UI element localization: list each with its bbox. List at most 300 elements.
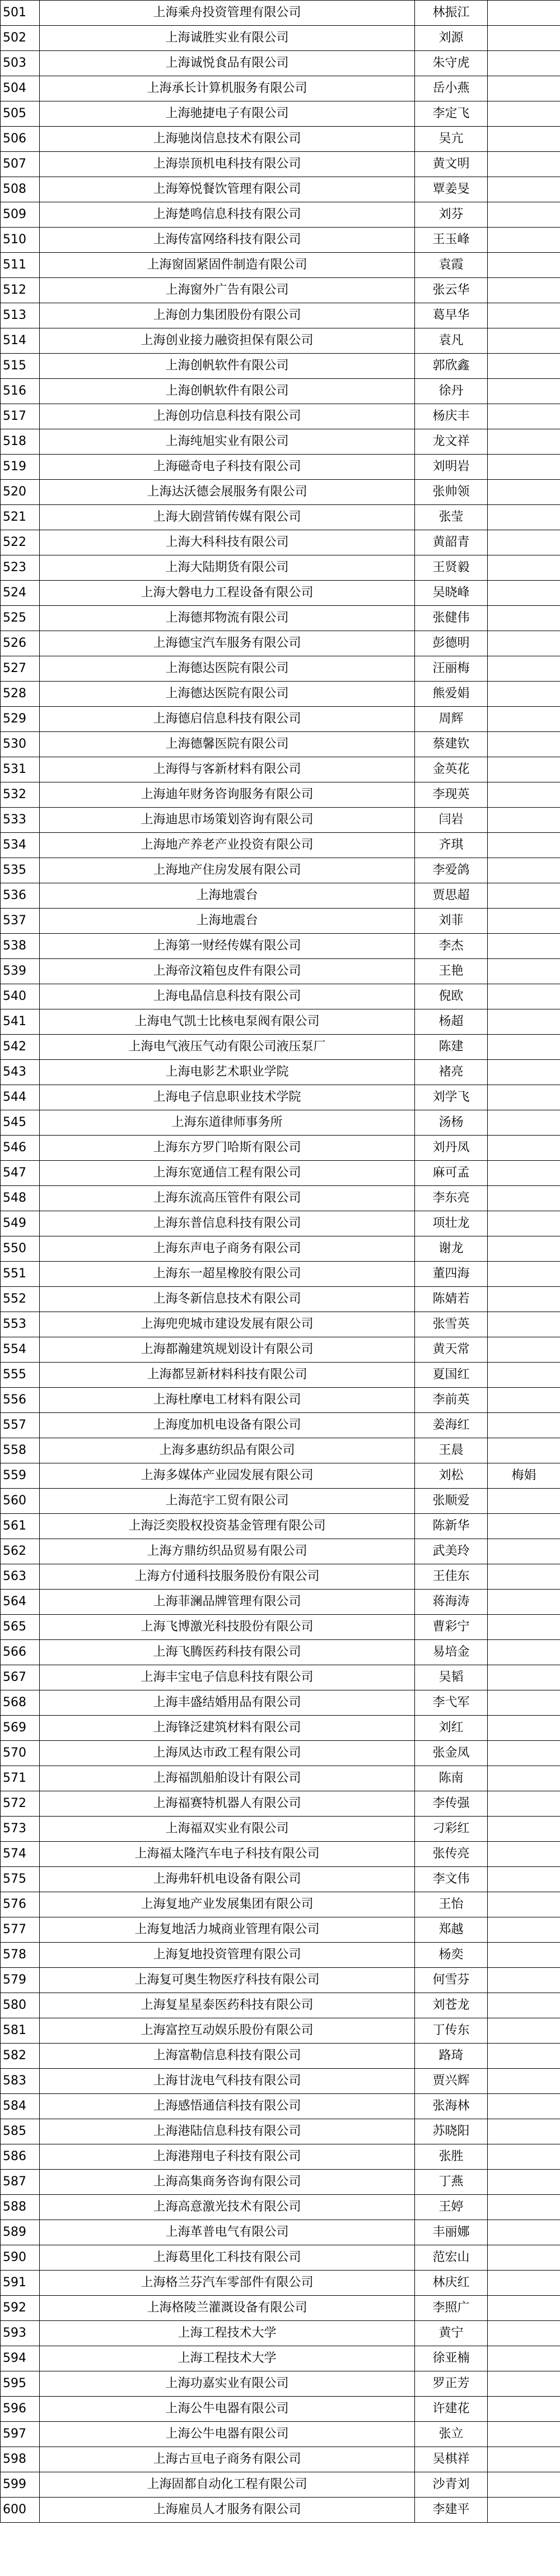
contact-name-cell: 王晨	[415, 1438, 488, 1463]
table-row	[1, 1211, 560, 1236]
company-name-cell: 上海公牛电器有限公司	[40, 2422, 415, 2447]
row-number-cell: 524	[1, 581, 40, 606]
extra-name-cell	[488, 1413, 560, 1438]
row-number-cell: 553	[1, 1312, 40, 1337]
row-number-cell: 527	[1, 656, 40, 682]
row-number-cell: 571	[1, 1766, 40, 1791]
row-number-cell: 572	[1, 1791, 40, 1817]
table-row	[1, 303, 560, 328]
row-number-cell: 591	[1, 2271, 40, 2296]
row-number-cell: 555	[1, 1363, 40, 1388]
company-name-cell: 上海磁奇电子科技有限公司	[40, 455, 415, 480]
contact-name-cell: 郑越	[415, 1917, 488, 1943]
table-row	[1, 1363, 560, 1388]
company-name-cell: 上海福赛特机器人有限公司	[40, 1791, 415, 1817]
table-row	[1, 1035, 560, 1060]
extra-name-cell	[488, 656, 560, 682]
extra-name-cell	[488, 858, 560, 883]
contact-name-cell: 张金凤	[415, 1741, 488, 1766]
contact-name-cell: 覃姜旻	[415, 177, 488, 202]
company-name-cell: 上海德宝汽车服务有限公司	[40, 631, 415, 656]
table-row	[1, 682, 560, 707]
row-number-cell: 533	[1, 808, 40, 833]
contact-name-cell: 金英花	[415, 757, 488, 782]
table-row	[1, 1741, 560, 1766]
contact-name-cell: 许建花	[415, 2397, 488, 2422]
contact-name-cell: 张雪英	[415, 1312, 488, 1337]
table-row	[1, 1539, 560, 1564]
row-number-cell: 556	[1, 1388, 40, 1413]
extra-name-cell	[488, 1791, 560, 1817]
table-row	[1, 909, 560, 934]
row-number-cell: 521	[1, 505, 40, 530]
company-name-cell: 上海高意激光技术有限公司	[40, 2195, 415, 2220]
row-number-cell: 535	[1, 858, 40, 883]
extra-name-cell	[488, 202, 560, 228]
extra-name-cell	[488, 606, 560, 631]
table-row	[1, 177, 560, 202]
row-number-cell: 539	[1, 959, 40, 984]
contact-name-cell: 徐丹	[415, 379, 488, 404]
row-number-cell: 590	[1, 2245, 40, 2271]
extra-name-cell	[488, 1842, 560, 1867]
table-row	[1, 1917, 560, 1943]
company-name-cell: 上海工程技术大学	[40, 2321, 415, 2346]
company-name-cell: 上海承长计算机服务有限公司	[40, 76, 415, 101]
table-row	[1, 1312, 560, 1337]
row-number-cell: 570	[1, 1741, 40, 1766]
extra-name-cell	[488, 1161, 560, 1186]
contact-name-cell: 刘菲	[415, 909, 488, 934]
row-number-cell: 513	[1, 303, 40, 328]
extra-name-cell	[488, 1690, 560, 1716]
table-row	[1, 2447, 560, 2472]
extra-name-cell	[488, 2271, 560, 2296]
row-number-cell: 523	[1, 555, 40, 581]
extra-name-cell	[488, 2018, 560, 2044]
contact-name-cell: 夏国红	[415, 1363, 488, 1388]
extra-name-cell	[488, 26, 560, 51]
table-row	[1, 152, 560, 177]
company-name-cell: 上海驰岗信息技术有限公司	[40, 127, 415, 152]
table-row	[1, 455, 560, 480]
company-name-cell: 上海迪思市场策划咨询有限公司	[40, 808, 415, 833]
extra-name-cell	[488, 1968, 560, 1993]
company-name-cell: 上海富控互动娱乐股份有限公司	[40, 2018, 415, 2044]
company-name-cell: 上海创帆软件有限公司	[40, 354, 415, 379]
contact-name-cell: 褚亮	[415, 1060, 488, 1085]
table-row	[1, 202, 560, 228]
contact-name-cell: 王佳东	[415, 1564, 488, 1590]
row-number-cell: 503	[1, 51, 40, 76]
extra-name-cell	[488, 2195, 560, 2220]
company-name-cell: 上海复地投资管理有限公司	[40, 1943, 415, 1968]
table-row	[1, 2371, 560, 2397]
row-number-cell: 574	[1, 1842, 40, 1867]
extra-name-cell	[488, 1993, 560, 2018]
table-row	[1, 934, 560, 959]
company-name-cell: 上海弗轩机电设备有限公司	[40, 1867, 415, 1892]
company-name-cell: 上海度加机电设备有限公司	[40, 1413, 415, 1438]
company-name-cell: 上海葛里化工科技有限公司	[40, 2245, 415, 2271]
table-row	[1, 959, 560, 984]
contact-name-cell: 蔡建钦	[415, 732, 488, 757]
table-row	[1, 1817, 560, 1842]
contact-name-cell: 陈新华	[415, 1514, 488, 1539]
contact-name-cell: 麻可孟	[415, 1161, 488, 1186]
row-number-cell: 505	[1, 101, 40, 127]
contact-name-cell: 王玉峰	[415, 228, 488, 253]
contact-name-cell: 王贤毅	[415, 555, 488, 581]
row-number-cell: 595	[1, 2371, 40, 2397]
company-name-cell: 上海地震台	[40, 909, 415, 934]
company-name-cell: 上海窗固紧固件制造有限公司	[40, 253, 415, 278]
table-row	[1, 984, 560, 1009]
contact-name-cell: 李文伟	[415, 1867, 488, 1892]
company-name-cell: 上海诚胜实业有限公司	[40, 26, 415, 51]
row-number-cell: 526	[1, 631, 40, 656]
table-row	[1, 1867, 560, 1892]
extra-name-cell	[488, 1766, 560, 1791]
company-name-cell: 上海富勒信息科技有限公司	[40, 2044, 415, 2069]
company-name-cell: 上海格陵兰灌溉设备有限公司	[40, 2296, 415, 2321]
row-number-cell: 589	[1, 2220, 40, 2245]
extra-name-cell	[488, 2094, 560, 2119]
extra-name-cell	[488, 1236, 560, 1262]
company-name-cell: 上海德达医院有限公司	[40, 656, 415, 682]
row-number-cell: 540	[1, 984, 40, 1009]
extra-name-cell	[488, 757, 560, 782]
extra-name-cell	[488, 2371, 560, 2397]
row-number-cell: 542	[1, 1035, 40, 1060]
row-number-cell: 511	[1, 253, 40, 278]
company-name-cell: 上海锋泛建筑材料有限公司	[40, 1716, 415, 1741]
row-number-cell: 582	[1, 2044, 40, 2069]
company-name-cell: 上海飞博激光科技股份有限公司	[40, 1615, 415, 1640]
table-row	[1, 2271, 560, 2296]
table-row	[1, 656, 560, 682]
table-row	[1, 1892, 560, 1917]
contact-name-cell: 丁传东	[415, 2018, 488, 2044]
company-name-cell: 上海福双实业有限公司	[40, 1817, 415, 1842]
table-row	[1, 2296, 560, 2321]
company-name-cell: 上海大陆期货有限公司	[40, 555, 415, 581]
extra-name-cell	[488, 1917, 560, 1943]
extra-name-cell	[488, 682, 560, 707]
contact-name-cell: 林庆红	[415, 2271, 488, 2296]
contact-name-cell: 徐亚楠	[415, 2346, 488, 2371]
company-name-cell: 上海东宽通信工程有限公司	[40, 1161, 415, 1186]
company-name-cell: 上海福太隆汽车电子科技有限公司	[40, 1842, 415, 1867]
table-row	[1, 1413, 560, 1438]
extra-name-cell	[488, 101, 560, 127]
company-name-cell: 上海固都自动化工程有限公司	[40, 2472, 415, 2498]
extra-name-cell	[488, 530, 560, 555]
company-name-cell: 上海窗外广告有限公司	[40, 278, 415, 303]
contact-name-cell: 张帅领	[415, 480, 488, 505]
row-number-cell: 502	[1, 26, 40, 51]
extra-name-cell	[488, 2346, 560, 2371]
company-name-cell: 上海多惠纺织品有限公司	[40, 1438, 415, 1463]
company-name-cell: 上海传富网络科技有限公司	[40, 228, 415, 253]
table-row	[1, 631, 560, 656]
table-row	[1, 1590, 560, 1615]
extra-name-cell	[488, 2447, 560, 2472]
row-number-cell: 519	[1, 455, 40, 480]
company-name-cell: 上海福凯船舶设计有限公司	[40, 1766, 415, 1791]
row-number-cell: 512	[1, 278, 40, 303]
contact-name-cell: 张云华	[415, 278, 488, 303]
company-name-cell: 上海凤达市政工程有限公司	[40, 1741, 415, 1766]
company-name-cell: 上海德启信息科技有限公司	[40, 707, 415, 732]
company-name-cell: 上海古亘电子商务有限公司	[40, 2447, 415, 2472]
contact-name-cell: 张顺爱	[415, 1489, 488, 1514]
extra-name-cell	[488, 707, 560, 732]
table-row	[1, 1161, 560, 1186]
company-name-cell: 上海筹悦餐饮管理有限公司	[40, 177, 415, 202]
company-name-cell: 上海地震台	[40, 883, 415, 909]
contact-name-cell: 吴棋祥	[415, 2447, 488, 2472]
company-name-cell: 上海杜摩电工材料有限公司	[40, 1388, 415, 1413]
table-row	[1, 1287, 560, 1312]
extra-name-cell	[488, 278, 560, 303]
extra-name-cell	[488, 555, 560, 581]
extra-name-cell	[488, 1110, 560, 1136]
contact-name-cell: 陈婧若	[415, 1287, 488, 1312]
contact-name-cell: 杨奕	[415, 1943, 488, 1968]
row-number-cell: 577	[1, 1917, 40, 1943]
company-name-cell: 上海东方罗门哈斯有限公司	[40, 1136, 415, 1161]
extra-name-cell	[488, 328, 560, 354]
extra-name-cell	[488, 1489, 560, 1514]
table-row	[1, 1009, 560, 1035]
company-name-cell: 上海多媒体产业园发展有限公司	[40, 1463, 415, 1489]
contact-name-cell: 刘学飞	[415, 1085, 488, 1110]
contact-name-cell: 何雪芬	[415, 1968, 488, 1993]
extra-name-cell	[488, 429, 560, 455]
table-row	[1, 1615, 560, 1640]
contact-name-cell: 曹彩宁	[415, 1615, 488, 1640]
extra-name-cell	[488, 2044, 560, 2069]
row-number-cell: 541	[1, 1009, 40, 1035]
table-row	[1, 2170, 560, 2195]
table-row	[1, 2498, 560, 2523]
row-number-cell: 516	[1, 379, 40, 404]
row-number-cell: 504	[1, 76, 40, 101]
table-row	[1, 1716, 560, 1741]
extra-name-cell	[488, 1892, 560, 1917]
table-row	[1, 101, 560, 127]
table-row	[1, 732, 560, 757]
contact-name-cell: 李定飞	[415, 101, 488, 127]
contact-name-cell: 路琦	[415, 2044, 488, 2069]
extra-name-cell	[488, 1009, 560, 1035]
company-name-cell: 上海驰捷电子有限公司	[40, 101, 415, 127]
table-row	[1, 1136, 560, 1161]
row-number-cell: 587	[1, 2170, 40, 2195]
row-number-cell: 561	[1, 1514, 40, 1539]
extra-name-cell	[488, 1262, 560, 1287]
contact-name-cell: 李传强	[415, 1791, 488, 1817]
extra-name-cell	[488, 581, 560, 606]
row-number-cell: 514	[1, 328, 40, 354]
row-number-cell: 578	[1, 1943, 40, 1968]
table-row	[1, 2245, 560, 2271]
contact-name-cell: 刘明岩	[415, 455, 488, 480]
company-name-cell: 上海高集商务咨询有限公司	[40, 2170, 415, 2195]
row-number-cell: 547	[1, 1161, 40, 1186]
extra-name-cell	[488, 2321, 560, 2346]
company-name-cell: 上海菲澜品牌管理有限公司	[40, 1590, 415, 1615]
row-number-cell: 544	[1, 1085, 40, 1110]
contact-name-cell: 范宏山	[415, 2245, 488, 2271]
row-number-cell: 586	[1, 2144, 40, 2170]
row-number-cell: 566	[1, 1640, 40, 1665]
extra-name-cell	[488, 1716, 560, 1741]
row-number-cell: 573	[1, 1817, 40, 1842]
table-row	[1, 858, 560, 883]
table-row	[1, 2321, 560, 2346]
extra-name-cell	[488, 404, 560, 429]
row-number-cell: 565	[1, 1615, 40, 1640]
company-name-cell: 上海电气液压气动有限公司液压泵厂	[40, 1035, 415, 1060]
roster-body	[1, 1, 560, 2523]
table-row	[1, 1514, 560, 1539]
company-name-cell: 上海冬新信息技术有限公司	[40, 1287, 415, 1312]
row-number-cell: 580	[1, 1993, 40, 2018]
contact-name-cell: 袁霞	[415, 253, 488, 278]
row-number-cell: 548	[1, 1186, 40, 1211]
table-row	[1, 606, 560, 631]
row-number-cell: 584	[1, 2094, 40, 2119]
company-name-cell: 上海德邦物流有限公司	[40, 606, 415, 631]
row-number-cell: 599	[1, 2472, 40, 2498]
table-row	[1, 1766, 560, 1791]
extra-name-cell	[488, 2397, 560, 2422]
contact-name-cell: 李现英	[415, 782, 488, 808]
table-row	[1, 1085, 560, 1110]
company-name-cell: 上海都昱新材料科技有限公司	[40, 1363, 415, 1388]
company-name-cell: 上海大剧营销传媒有限公司	[40, 505, 415, 530]
table-row	[1, 404, 560, 429]
table-row	[1, 505, 560, 530]
contact-name-cell: 葛早华	[415, 303, 488, 328]
extra-name-cell	[488, 354, 560, 379]
extra-name-cell	[488, 379, 560, 404]
extra-name-cell	[488, 1211, 560, 1236]
row-number-cell: 559	[1, 1463, 40, 1489]
row-number-cell: 506	[1, 127, 40, 152]
table-row	[1, 757, 560, 782]
extra-name-cell	[488, 1312, 560, 1337]
extra-name-cell	[488, 1438, 560, 1463]
company-name-cell: 上海东流高压管件有限公司	[40, 1186, 415, 1211]
table-row	[1, 782, 560, 808]
table-row	[1, 429, 560, 455]
table-row	[1, 1993, 560, 2018]
table-row	[1, 2472, 560, 2498]
table-row	[1, 2119, 560, 2144]
extra-name-cell	[488, 2245, 560, 2271]
company-name-cell: 上海飞腾医药科技有限公司	[40, 1640, 415, 1665]
company-name-cell: 上海达沃德会展服务有限公司	[40, 480, 415, 505]
company-name-cell: 上海电晶信息科技有限公司	[40, 984, 415, 1009]
extra-name-cell	[488, 152, 560, 177]
company-name-cell: 上海甘泷电气科技有限公司	[40, 2069, 415, 2094]
table-row	[1, 1968, 560, 1993]
contact-name-cell: 李杰	[415, 934, 488, 959]
extra-name-cell	[488, 732, 560, 757]
contact-name-cell: 黄宁	[415, 2321, 488, 2346]
company-name-cell: 上海兜兜城市建设发展有限公司	[40, 1312, 415, 1337]
row-number-cell: 600	[1, 2498, 40, 2523]
extra-name-cell	[488, 1640, 560, 1665]
table-row	[1, 1236, 560, 1262]
contact-name-cell: 董四海	[415, 1262, 488, 1287]
table-row	[1, 2144, 560, 2170]
row-number-cell: 594	[1, 2346, 40, 2371]
company-name-cell: 上海复地活力城商业管理有限公司	[40, 1917, 415, 1943]
table-row	[1, 2422, 560, 2447]
contact-name-cell: 张海林	[415, 2094, 488, 2119]
contact-name-cell: 姜海红	[415, 1413, 488, 1438]
company-name-cell: 上海复星星泰医药科技有限公司	[40, 1993, 415, 2018]
table-row	[1, 1, 560, 26]
table-row	[1, 581, 560, 606]
contact-name-cell: 杨超	[415, 1009, 488, 1035]
company-name-cell: 上海创力集团股份有限公司	[40, 303, 415, 328]
contact-name-cell: 张莹	[415, 505, 488, 530]
row-number-cell: 536	[1, 883, 40, 909]
company-name-cell: 上海格兰芬汽车零部件有限公司	[40, 2271, 415, 2296]
contact-name-cell: 李照广	[415, 2296, 488, 2321]
contact-name-cell: 汪丽梅	[415, 656, 488, 682]
extra-name-cell	[488, 127, 560, 152]
contact-name-cell: 林振江	[415, 1, 488, 26]
company-name-cell: 上海第一财经传媒有限公司	[40, 934, 415, 959]
company-name-cell: 上海地产养老产业投资有限公司	[40, 833, 415, 858]
extra-name-cell	[488, 2220, 560, 2245]
company-name-cell: 上海方鼎纺织品贸易有限公司	[40, 1539, 415, 1564]
extra-name-cell	[488, 1615, 560, 1640]
extra-name-cell	[488, 2170, 560, 2195]
row-number-cell: 529	[1, 707, 40, 732]
company-name-cell: 上海功嘉实业有限公司	[40, 2371, 415, 2397]
company-name-cell: 上海港陆信息科技有限公司	[40, 2119, 415, 2144]
row-number-cell: 549	[1, 1211, 40, 1236]
contact-name-cell: 袁凡	[415, 328, 488, 354]
company-name-cell: 上海工程技术大学	[40, 2346, 415, 2371]
contact-name-cell: 丰丽娜	[415, 2220, 488, 2245]
table-row	[1, 2220, 560, 2245]
table-row	[1, 127, 560, 152]
company-name-cell: 上海感悟通信科技有限公司	[40, 2094, 415, 2119]
row-number-cell: 531	[1, 757, 40, 782]
contact-name-cell: 王怡	[415, 1892, 488, 1917]
table-row	[1, 76, 560, 101]
extra-name-cell	[488, 2296, 560, 2321]
row-number-cell: 507	[1, 152, 40, 177]
row-number-cell: 538	[1, 934, 40, 959]
contact-name-cell: 刘红	[415, 1716, 488, 1741]
company-name-cell: 上海东声电子商务有限公司	[40, 1236, 415, 1262]
contact-name-cell: 沙青刘	[415, 2472, 488, 2498]
contact-name-cell: 李爱鸽	[415, 858, 488, 883]
table-row	[1, 1842, 560, 1867]
contact-name-cell: 闫岩	[415, 808, 488, 833]
contact-name-cell: 刘苍龙	[415, 1993, 488, 2018]
table-row	[1, 2018, 560, 2044]
